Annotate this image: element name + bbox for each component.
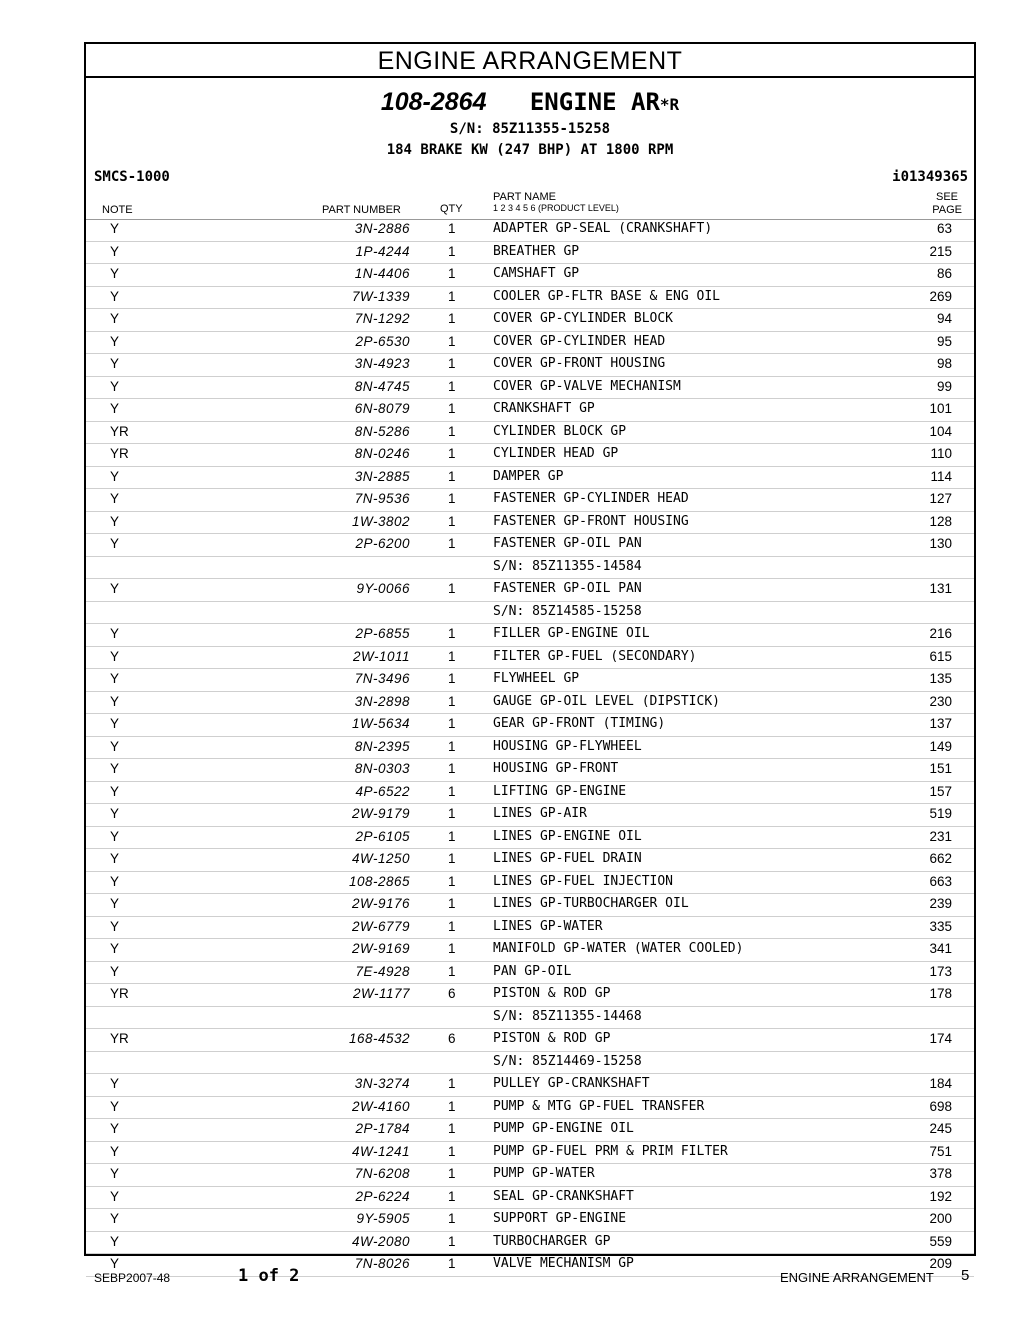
table-row bbox=[86, 467, 974, 490]
row-part-number: 2W-9179 bbox=[351, 806, 410, 821]
row-part-number: 3N-2886 bbox=[354, 221, 410, 236]
row-note: Y bbox=[110, 1256, 120, 1271]
row-note: Y bbox=[110, 1188, 120, 1204]
row-note: YR bbox=[110, 423, 129, 439]
row-part-name: FILLER GP-ENGINE OIL bbox=[493, 626, 650, 641]
row-qty: 1 bbox=[448, 1211, 456, 1226]
row-part-number: 108-2865 bbox=[348, 873, 410, 889]
table-row bbox=[86, 1097, 974, 1120]
group-header bbox=[86, 88, 974, 161]
table-row bbox=[86, 1029, 974, 1052]
row-page: 269 bbox=[929, 288, 952, 304]
row-qty: 1 bbox=[448, 1233, 456, 1249]
row-part-name: FASTENER GP-OIL PAN bbox=[493, 581, 642, 596]
footer-doc: SEBP2007-48 bbox=[94, 1271, 171, 1285]
row-note: Y bbox=[110, 266, 120, 281]
table-row bbox=[86, 1232, 974, 1255]
row-page: 615 bbox=[929, 648, 952, 664]
row-page: 215 bbox=[929, 243, 952, 259]
row-part-name: GEAR GP-FRONT (TIMING) bbox=[493, 716, 666, 731]
row-page: 209 bbox=[929, 1256, 952, 1271]
document-frame bbox=[84, 42, 976, 1271]
table-row bbox=[86, 242, 974, 265]
row-qty: 1 bbox=[448, 378, 456, 394]
table-row bbox=[86, 872, 974, 895]
group-title bbox=[86, 88, 974, 119]
table-row bbox=[86, 354, 974, 377]
row-note: Y bbox=[110, 941, 120, 956]
row-page: 230 bbox=[929, 693, 952, 709]
group-suffix: *R bbox=[659, 95, 680, 114]
table-row bbox=[86, 219, 974, 242]
row-part-name: COVER GP-CYLINDER HEAD bbox=[493, 333, 666, 349]
table-row bbox=[86, 512, 974, 535]
table-row bbox=[86, 939, 974, 962]
row-note: Y bbox=[110, 221, 120, 236]
row-page: 137 bbox=[929, 716, 952, 731]
table-row bbox=[86, 264, 974, 287]
row-part-name: PAN GP-OIL bbox=[493, 963, 572, 979]
row-note: Y bbox=[110, 1233, 120, 1249]
row-page: 231 bbox=[929, 828, 952, 844]
row-note: Y bbox=[110, 1211, 120, 1226]
row-qty: 1 bbox=[448, 626, 456, 641]
row-page: 128 bbox=[929, 513, 952, 529]
row-part-number: 7N-6208 bbox=[354, 1166, 410, 1181]
table-row bbox=[86, 669, 974, 692]
col-product-levels: 1 2 3 4 5 6 (PRODUCT LEVEL) bbox=[493, 203, 619, 213]
row-qty: 1 bbox=[448, 918, 456, 934]
table-row bbox=[86, 647, 974, 670]
table-row bbox=[86, 984, 974, 1007]
table-row bbox=[86, 377, 974, 400]
row-page: 157 bbox=[929, 783, 952, 799]
row-part-number: 2W-1011 bbox=[352, 648, 410, 664]
row-part-number: 8N-0246 bbox=[354, 446, 410, 461]
row-part-name: MANIFOLD GP-WATER (WATER COOLED) bbox=[493, 941, 744, 956]
row-note: Y bbox=[110, 918, 120, 934]
row-part-name: CRANKSHAFT GP bbox=[493, 401, 595, 416]
row-part-number: 8N-4745 bbox=[354, 378, 410, 394]
row-page: 173 bbox=[929, 963, 952, 979]
row-part-name: HOUSING GP-FRONT bbox=[493, 761, 619, 776]
row-part-name: FLYWHEEL GP bbox=[493, 671, 580, 686]
row-page: 151 bbox=[929, 761, 952, 776]
row-part-name: LINES GP-WATER bbox=[493, 918, 603, 934]
row-part-name: FASTENER GP-CYLINDER HEAD bbox=[493, 491, 689, 506]
row-qty: 1 bbox=[448, 783, 456, 799]
table-row bbox=[86, 782, 974, 805]
row-part-number: 3N-3274 bbox=[354, 1076, 410, 1091]
row-note: Y bbox=[110, 1076, 120, 1091]
row-page: 98 bbox=[936, 356, 952, 371]
row-note: Y bbox=[110, 1166, 120, 1181]
row-part-number: 1W-5634 bbox=[351, 716, 410, 731]
row-part-number: 7E-4928 bbox=[355, 963, 410, 979]
row-page: 178 bbox=[929, 986, 952, 1001]
table-row bbox=[86, 489, 974, 512]
row-page: 662 bbox=[929, 851, 952, 866]
row-part-number: 1N-4406 bbox=[354, 266, 410, 281]
row-part-number: 1P-4244 bbox=[355, 243, 410, 259]
row-part-name: COVER GP-CYLINDER BLOCK bbox=[493, 311, 674, 326]
row-page: 101 bbox=[929, 401, 952, 416]
row-qty: 1 bbox=[448, 806, 456, 821]
row-page: 63 bbox=[936, 221, 952, 236]
row-qty: 1 bbox=[448, 693, 456, 709]
table-row bbox=[86, 962, 974, 985]
row-qty: 1 bbox=[448, 671, 456, 686]
row-page: 378 bbox=[929, 1166, 952, 1181]
row-page: 131 bbox=[929, 581, 952, 596]
row-qty: 1 bbox=[448, 761, 456, 776]
table-row bbox=[86, 1074, 974, 1097]
table-row bbox=[86, 759, 974, 782]
row-note: Y bbox=[110, 333, 120, 349]
table-row bbox=[86, 714, 974, 737]
row-part-name: S/N: 85Z14585-15258 bbox=[493, 603, 642, 619]
row-qty: 1 bbox=[448, 423, 456, 439]
row-qty: 1 bbox=[448, 1121, 456, 1136]
table-row bbox=[86, 399, 974, 422]
row-part-number: 168-4532 bbox=[348, 1031, 410, 1046]
row-qty: 1 bbox=[448, 1166, 456, 1181]
row-qty: 1 bbox=[448, 1188, 456, 1204]
row-qty: 1 bbox=[448, 1076, 456, 1091]
row-qty: 1 bbox=[448, 581, 456, 596]
row-part-name: BREATHER GP bbox=[493, 243, 580, 259]
row-part-name: LINES GP-AIR bbox=[493, 806, 587, 821]
row-page: 99 bbox=[936, 378, 952, 394]
row-part-name: PULLEY GP-CRANKSHAFT bbox=[493, 1076, 650, 1091]
row-page: 174 bbox=[929, 1031, 952, 1046]
row-page: 95 bbox=[936, 333, 952, 349]
row-part-name: FASTENER GP-OIL PAN bbox=[493, 536, 642, 551]
row-part-name: S/N: 85Z11355-14584 bbox=[493, 558, 642, 574]
footer-page-number: 5 bbox=[961, 1267, 970, 1284]
row-qty: 1 bbox=[448, 288, 456, 304]
row-part-number: 9Y-5905 bbox=[356, 1211, 410, 1226]
row-note: Y bbox=[110, 761, 120, 776]
row-part-name: PUMP GP-WATER bbox=[493, 1166, 595, 1181]
row-note: Y bbox=[110, 828, 120, 844]
table-row bbox=[86, 849, 974, 872]
row-note: Y bbox=[110, 536, 120, 551]
row-part-name: FILTER GP-FUEL (SECONDARY) bbox=[493, 648, 697, 664]
row-qty: 1 bbox=[448, 333, 456, 349]
row-qty: 1 bbox=[448, 401, 456, 416]
row-part-name: PISTON & ROD GP bbox=[493, 1031, 611, 1046]
row-note: Y bbox=[110, 513, 120, 529]
row-qty: 1 bbox=[448, 446, 456, 461]
row-part-number: 9Y-0066 bbox=[356, 581, 410, 596]
row-note: Y bbox=[110, 783, 120, 799]
row-part-number: 7N-3496 bbox=[354, 671, 410, 686]
table-row bbox=[86, 804, 974, 827]
row-page: 130 bbox=[929, 536, 952, 551]
row-part-number: 2W-1177 bbox=[352, 986, 410, 1001]
row-part-number: 3N-4923 bbox=[354, 356, 410, 371]
row-note: Y bbox=[110, 491, 120, 506]
row-note: Y bbox=[110, 963, 120, 979]
table-row bbox=[86, 1142, 974, 1165]
row-part-number: 4W-2080 bbox=[351, 1233, 410, 1249]
column-headers bbox=[86, 189, 974, 220]
row-part-name: ADAPTER GP-SEAL (CRANKSHAFT) bbox=[493, 221, 713, 236]
row-part-number: 2P-6530 bbox=[355, 333, 410, 349]
row-page: 94 bbox=[936, 311, 952, 326]
row-note: Y bbox=[110, 243, 120, 259]
row-part-number: 2W-6779 bbox=[351, 918, 410, 934]
row-note: Y bbox=[110, 311, 120, 326]
table-row bbox=[86, 1209, 974, 1232]
row-page: 341 bbox=[929, 941, 952, 956]
row-part-number: 7N-8026 bbox=[354, 1256, 410, 1271]
row-part-number: 3N-2898 bbox=[354, 693, 410, 709]
footer-pages: 1 of 2 bbox=[238, 1266, 300, 1286]
smcs-code: SMCS-1000 bbox=[94, 169, 170, 185]
row-page: 751 bbox=[929, 1143, 952, 1159]
row-part-name: TURBOCHARGER GP bbox=[493, 1233, 611, 1249]
doc-id: i01349365 bbox=[892, 169, 968, 185]
table-row bbox=[86, 309, 974, 332]
col-page: PAGE bbox=[932, 204, 962, 216]
table-row bbox=[86, 422, 974, 445]
row-part-name: PISTON & ROD GP bbox=[493, 986, 611, 1001]
row-note: YR bbox=[110, 1031, 129, 1046]
col-part-name: PART NAME bbox=[493, 191, 556, 203]
row-note: Y bbox=[110, 378, 120, 394]
row-part-number: 6N-8079 bbox=[354, 401, 410, 416]
row-page: 559 bbox=[929, 1233, 952, 1249]
row-part-number: 1W-3802 bbox=[351, 513, 410, 529]
row-part-number: 8N-2395 bbox=[354, 738, 410, 754]
row-qty: 1 bbox=[448, 266, 456, 281]
row-qty: 1 bbox=[448, 963, 456, 979]
table-row bbox=[86, 692, 974, 715]
row-note: Y bbox=[110, 896, 120, 911]
row-qty: 1 bbox=[448, 851, 456, 866]
row-note: Y bbox=[110, 873, 120, 889]
row-part-number: 2P-6855 bbox=[355, 626, 410, 641]
table-row bbox=[86, 624, 974, 647]
table-row bbox=[86, 332, 974, 355]
row-part-number: 2W-9176 bbox=[351, 896, 410, 911]
row-part-number: 2P-1784 bbox=[355, 1121, 410, 1136]
row-part-name: FASTENER GP-FRONT HOUSING bbox=[493, 513, 689, 529]
table-row bbox=[86, 287, 974, 310]
serial-note-row bbox=[86, 1052, 974, 1075]
row-page: 335 bbox=[929, 918, 952, 934]
parts-table bbox=[86, 219, 974, 1277]
row-page: 200 bbox=[929, 1211, 952, 1226]
table-row bbox=[86, 534, 974, 557]
row-note: Y bbox=[110, 626, 120, 641]
table-row bbox=[86, 1187, 974, 1210]
row-part-name: LINES GP-FUEL INJECTION bbox=[493, 873, 674, 889]
row-part-number: 7N-9536 bbox=[354, 491, 410, 506]
row-qty: 1 bbox=[448, 828, 456, 844]
row-qty: 1 bbox=[448, 941, 456, 956]
row-qty: 1 bbox=[448, 1256, 456, 1271]
row-note: Y bbox=[110, 851, 120, 866]
row-page: 149 bbox=[929, 738, 952, 754]
table-row bbox=[86, 579, 974, 602]
row-part-number: 7N-1292 bbox=[354, 311, 410, 326]
table-row bbox=[86, 827, 974, 850]
row-note: Y bbox=[110, 288, 120, 304]
row-part-name: LINES GP-TURBOCHARGER OIL bbox=[493, 896, 689, 911]
row-page: 104 bbox=[929, 423, 952, 439]
row-qty: 1 bbox=[448, 221, 456, 236]
row-part-name: GAUGE GP-OIL LEVEL (DIPSTICK) bbox=[493, 693, 720, 709]
col-qty: QTY bbox=[440, 203, 463, 215]
row-qty: 1 bbox=[448, 491, 456, 506]
row-qty: 1 bbox=[448, 468, 456, 484]
table-row bbox=[86, 1119, 974, 1142]
table-row bbox=[86, 1164, 974, 1187]
row-note: Y bbox=[110, 356, 120, 371]
row-qty: 1 bbox=[448, 513, 456, 529]
row-note: Y bbox=[110, 738, 120, 754]
row-qty: 1 bbox=[448, 1143, 456, 1159]
row-part-name: VALVE MECHANISM GP bbox=[493, 1256, 634, 1271]
row-part-number: 2P-6200 bbox=[355, 536, 410, 551]
row-part-number: 2P-6224 bbox=[355, 1188, 410, 1204]
group-serial: S/N: 85Z11355-15258 bbox=[449, 121, 611, 137]
row-part-number: 4W-1250 bbox=[351, 851, 410, 866]
row-qty: 1 bbox=[448, 536, 456, 551]
row-qty: 1 bbox=[448, 243, 456, 259]
table-row bbox=[86, 737, 974, 760]
row-part-number: 3N-2885 bbox=[354, 468, 410, 484]
row-part-number: 8N-0303 bbox=[354, 761, 410, 776]
serial-note-row bbox=[86, 1007, 974, 1030]
row-page: 114 bbox=[930, 468, 952, 484]
row-note: Y bbox=[110, 1143, 120, 1159]
serial-note-row bbox=[86, 602, 974, 625]
row-part-name: PUMP GP-ENGINE OIL bbox=[493, 1121, 634, 1136]
row-note: Y bbox=[110, 1098, 120, 1114]
row-part-name: CYLINDER BLOCK GP bbox=[493, 423, 627, 439]
row-part-name: LINES GP-FUEL DRAIN bbox=[493, 851, 642, 866]
group-name: ENGINE AR bbox=[529, 88, 660, 116]
row-part-name: CYLINDER HEAD GP bbox=[493, 446, 619, 461]
row-page: 135 bbox=[929, 671, 952, 686]
row-part-name: PUMP GP-FUEL PRM & PRIM FILTER bbox=[493, 1143, 728, 1159]
row-part-name: SEAL GP-CRANKSHAFT bbox=[493, 1188, 634, 1204]
row-page: 192 bbox=[929, 1188, 952, 1204]
row-qty: 6 bbox=[448, 986, 456, 1001]
row-part-name: LINES GP-ENGINE OIL bbox=[493, 828, 642, 844]
row-part-number: 7W-1339 bbox=[351, 288, 410, 304]
row-part-name: S/N: 85Z14469-15258 bbox=[493, 1053, 642, 1069]
row-part-name: COOLER GP-FLTR BASE & ENG OIL bbox=[493, 288, 720, 304]
row-note: Y bbox=[110, 401, 120, 416]
row-page: 698 bbox=[929, 1098, 952, 1114]
row-qty: 1 bbox=[448, 311, 456, 326]
row-part-number: 2W-9169 bbox=[351, 941, 410, 956]
row-qty: 1 bbox=[448, 738, 456, 754]
row-page: 86 bbox=[936, 266, 952, 281]
row-note: Y bbox=[110, 581, 120, 596]
footer-section: ENGINE ARRANGEMENT bbox=[780, 1270, 934, 1285]
group-part-number: 108-2864 bbox=[380, 88, 487, 116]
col-part-number: PART NUMBER bbox=[322, 204, 401, 216]
row-note: Y bbox=[110, 468, 120, 484]
row-note: YR bbox=[110, 446, 129, 461]
row-page: 519 bbox=[929, 806, 952, 821]
row-page: 663 bbox=[929, 873, 952, 889]
row-part-name: LIFTING GP-ENGINE bbox=[493, 783, 627, 799]
row-page: 239 bbox=[929, 896, 952, 911]
col-see: SEE bbox=[935, 191, 958, 203]
table-row bbox=[86, 894, 974, 917]
row-page: 216 bbox=[929, 626, 952, 641]
row-page: 245 bbox=[929, 1121, 952, 1136]
table-row bbox=[86, 917, 974, 940]
row-part-number: 2W-4160 bbox=[351, 1098, 410, 1114]
row-qty: 1 bbox=[448, 896, 456, 911]
row-note: YR bbox=[110, 986, 129, 1001]
row-note: Y bbox=[110, 671, 120, 686]
row-note: Y bbox=[110, 648, 120, 664]
row-note: Y bbox=[110, 693, 120, 709]
row-part-name: PUMP & MTG GP-FUEL TRANSFER bbox=[493, 1098, 705, 1114]
row-qty: 1 bbox=[448, 356, 456, 371]
row-part-number: 4P-6522 bbox=[355, 783, 410, 799]
row-part-name: S/N: 85Z11355-14468 bbox=[493, 1008, 642, 1024]
row-qty: 1 bbox=[448, 648, 456, 664]
row-part-number: 4W-1241 bbox=[351, 1143, 410, 1159]
col-note: NOTE bbox=[102, 204, 133, 216]
row-page: 184 bbox=[929, 1076, 952, 1091]
row-qty: 6 bbox=[448, 1031, 456, 1046]
row-part-name: CAMSHAFT GP bbox=[493, 266, 580, 281]
row-part-name: HOUSING GP-FLYWHEEL bbox=[493, 738, 642, 754]
row-part-number: 2P-6105 bbox=[355, 828, 410, 844]
serial-note-row bbox=[86, 557, 974, 580]
table-row bbox=[86, 444, 974, 467]
row-qty: 1 bbox=[448, 873, 456, 889]
row-qty: 1 bbox=[448, 716, 456, 731]
row-part-name: COVER GP-VALVE MECHANISM bbox=[493, 378, 681, 394]
row-part-number: 8N-5286 bbox=[354, 423, 410, 439]
row-page: 110 bbox=[930, 446, 952, 461]
row-qty: 1 bbox=[448, 1098, 456, 1114]
row-note: Y bbox=[110, 806, 120, 821]
row-note: Y bbox=[110, 1121, 120, 1136]
section-title: ENGINE ARRANGEMENT bbox=[86, 44, 974, 78]
row-part-name: SUPPORT GP-ENGINE bbox=[493, 1211, 627, 1226]
row-part-name: COVER GP-FRONT HOUSING bbox=[493, 356, 666, 371]
row-note: Y bbox=[110, 716, 120, 731]
row-page: 127 bbox=[929, 491, 952, 506]
group-power: 184 BRAKE KW (247 BHP) AT 1800 RPM bbox=[386, 142, 674, 158]
row-part-name: DAMPER GP bbox=[493, 468, 564, 484]
